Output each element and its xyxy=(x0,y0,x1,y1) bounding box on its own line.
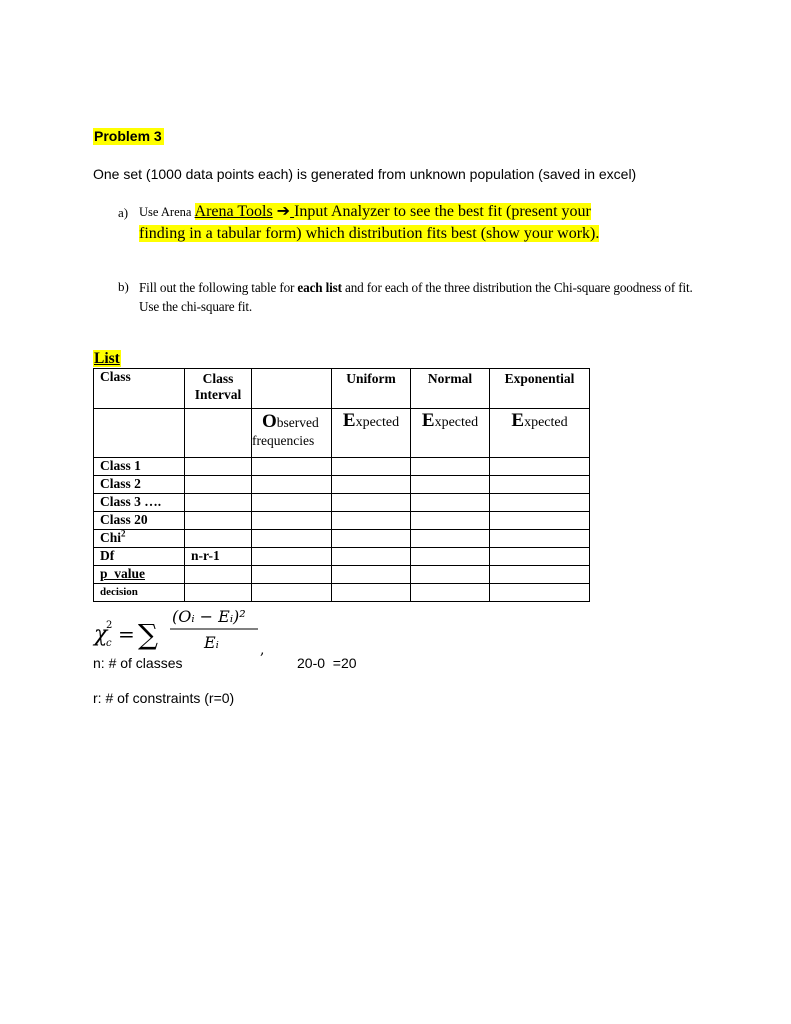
cell xyxy=(185,409,252,458)
n-value: 20-0 =20 xyxy=(297,655,357,671)
cell xyxy=(490,458,590,476)
cell xyxy=(411,584,490,602)
row-label-chi: Chi$^2$ xyxy=(94,530,185,548)
row-interval xyxy=(185,584,252,602)
row-label: p_value xyxy=(94,566,185,584)
item-a-text-2: finding in a tabular form) which distribution fits best (show your work). xyxy=(139,225,600,242)
table-row xyxy=(94,512,590,530)
header-class: Class xyxy=(94,369,185,409)
row-interval xyxy=(185,476,252,494)
cell xyxy=(332,566,411,584)
cell xyxy=(490,494,590,512)
cell xyxy=(411,512,490,530)
row-label: Class 3 …. xyxy=(94,494,185,512)
item-a-prefix: Use Arena xyxy=(139,205,192,219)
cell xyxy=(252,566,332,584)
row-label: Class 2 xyxy=(94,476,185,494)
cell xyxy=(252,584,332,602)
table-row xyxy=(94,584,590,602)
cell xyxy=(332,494,411,512)
header-normal: Normal xyxy=(411,369,490,409)
row-label: Df xyxy=(94,548,185,566)
problem-title: Problem 3 xyxy=(94,128,162,144)
cell xyxy=(252,494,332,512)
item-b-bold: each list xyxy=(297,280,342,295)
item-a-marker: a) xyxy=(118,205,129,220)
cell xyxy=(411,494,490,512)
item-a-text-1: Input Analyzer to see the best fit (present your xyxy=(294,203,591,220)
table-header-row xyxy=(94,369,590,409)
cell xyxy=(252,512,332,530)
header-exponential: Exponential xyxy=(490,369,590,409)
formula-denominator: Eᵢ xyxy=(204,633,219,652)
header-class-interval: Class Interval xyxy=(185,369,252,409)
formula-numerator: (Oᵢ − Eᵢ)² xyxy=(172,607,246,626)
formula-chi: χ xyxy=(94,622,108,647)
row-interval xyxy=(185,512,252,530)
cell xyxy=(490,530,590,548)
table-row xyxy=(94,530,590,548)
table-row xyxy=(94,458,590,476)
row-interval xyxy=(185,566,252,584)
list-label: List xyxy=(94,350,120,367)
cell xyxy=(332,548,411,566)
chi-square-table xyxy=(93,368,590,602)
item-a-line-2 xyxy=(139,223,699,245)
subheader-expected-exponential: Expected xyxy=(490,409,590,458)
subheader-observed: Observed frequencies xyxy=(252,409,332,458)
cell xyxy=(411,530,490,548)
row-label: decision xyxy=(94,584,185,602)
cell xyxy=(252,458,332,476)
cell xyxy=(252,530,332,548)
row-label: Class 1 xyxy=(94,458,185,476)
row-interval xyxy=(185,530,252,548)
formula-comma: , xyxy=(260,642,265,656)
formula-sup: 2 xyxy=(106,620,113,631)
sum-icon: ∑ xyxy=(138,618,158,651)
cell xyxy=(332,512,411,530)
cell xyxy=(490,512,590,530)
item-a-line-1 xyxy=(139,201,699,223)
cell xyxy=(490,476,590,494)
row-interval: n-r-1 xyxy=(185,548,252,566)
table-row xyxy=(94,494,590,512)
table-row xyxy=(94,566,590,584)
formula-equals: = xyxy=(118,622,135,646)
cell xyxy=(332,530,411,548)
arrow-icon: ➔ xyxy=(276,203,291,220)
item-b xyxy=(139,278,701,316)
formula-sub: c xyxy=(106,638,112,649)
subheader-expected-uniform: Expected xyxy=(332,409,411,458)
cell xyxy=(94,409,185,458)
cell xyxy=(490,584,590,602)
cell xyxy=(411,566,490,584)
table-row xyxy=(94,548,590,566)
n-label: n: # of classes xyxy=(93,655,183,671)
cell xyxy=(411,476,490,494)
item-b-marker: b) xyxy=(118,279,129,294)
header-empty xyxy=(252,369,332,409)
header-uniform: Uniform xyxy=(332,369,411,409)
item-b-text-before: Fill out the following table for xyxy=(139,280,295,295)
table-subheader-row xyxy=(94,409,590,458)
problem-intro: One set (1000 data points each) is generated from unknown population (saved in excel) xyxy=(93,166,637,182)
item-a xyxy=(139,201,699,245)
item-b-text-after: and for each of the three distribution the Chi-square goodness of fit. Use the chi-square fit. xyxy=(139,280,693,314)
arena-tools-link[interactable]: Arena Tools xyxy=(194,203,273,220)
row-label: Class 20 xyxy=(94,512,185,530)
cell xyxy=(490,566,590,584)
cell xyxy=(411,548,490,566)
cell xyxy=(332,458,411,476)
cell xyxy=(332,584,411,602)
r-label: r: # of constraints (r=0) xyxy=(93,690,235,706)
cell xyxy=(411,458,490,476)
cell xyxy=(252,548,332,566)
table-row xyxy=(94,476,590,494)
row-interval xyxy=(185,458,252,476)
subheader-expected-normal: Expected xyxy=(411,409,490,458)
row-interval xyxy=(185,494,252,512)
chi-square-formula xyxy=(92,600,282,656)
cell xyxy=(332,476,411,494)
cell xyxy=(252,476,332,494)
cell xyxy=(490,548,590,566)
